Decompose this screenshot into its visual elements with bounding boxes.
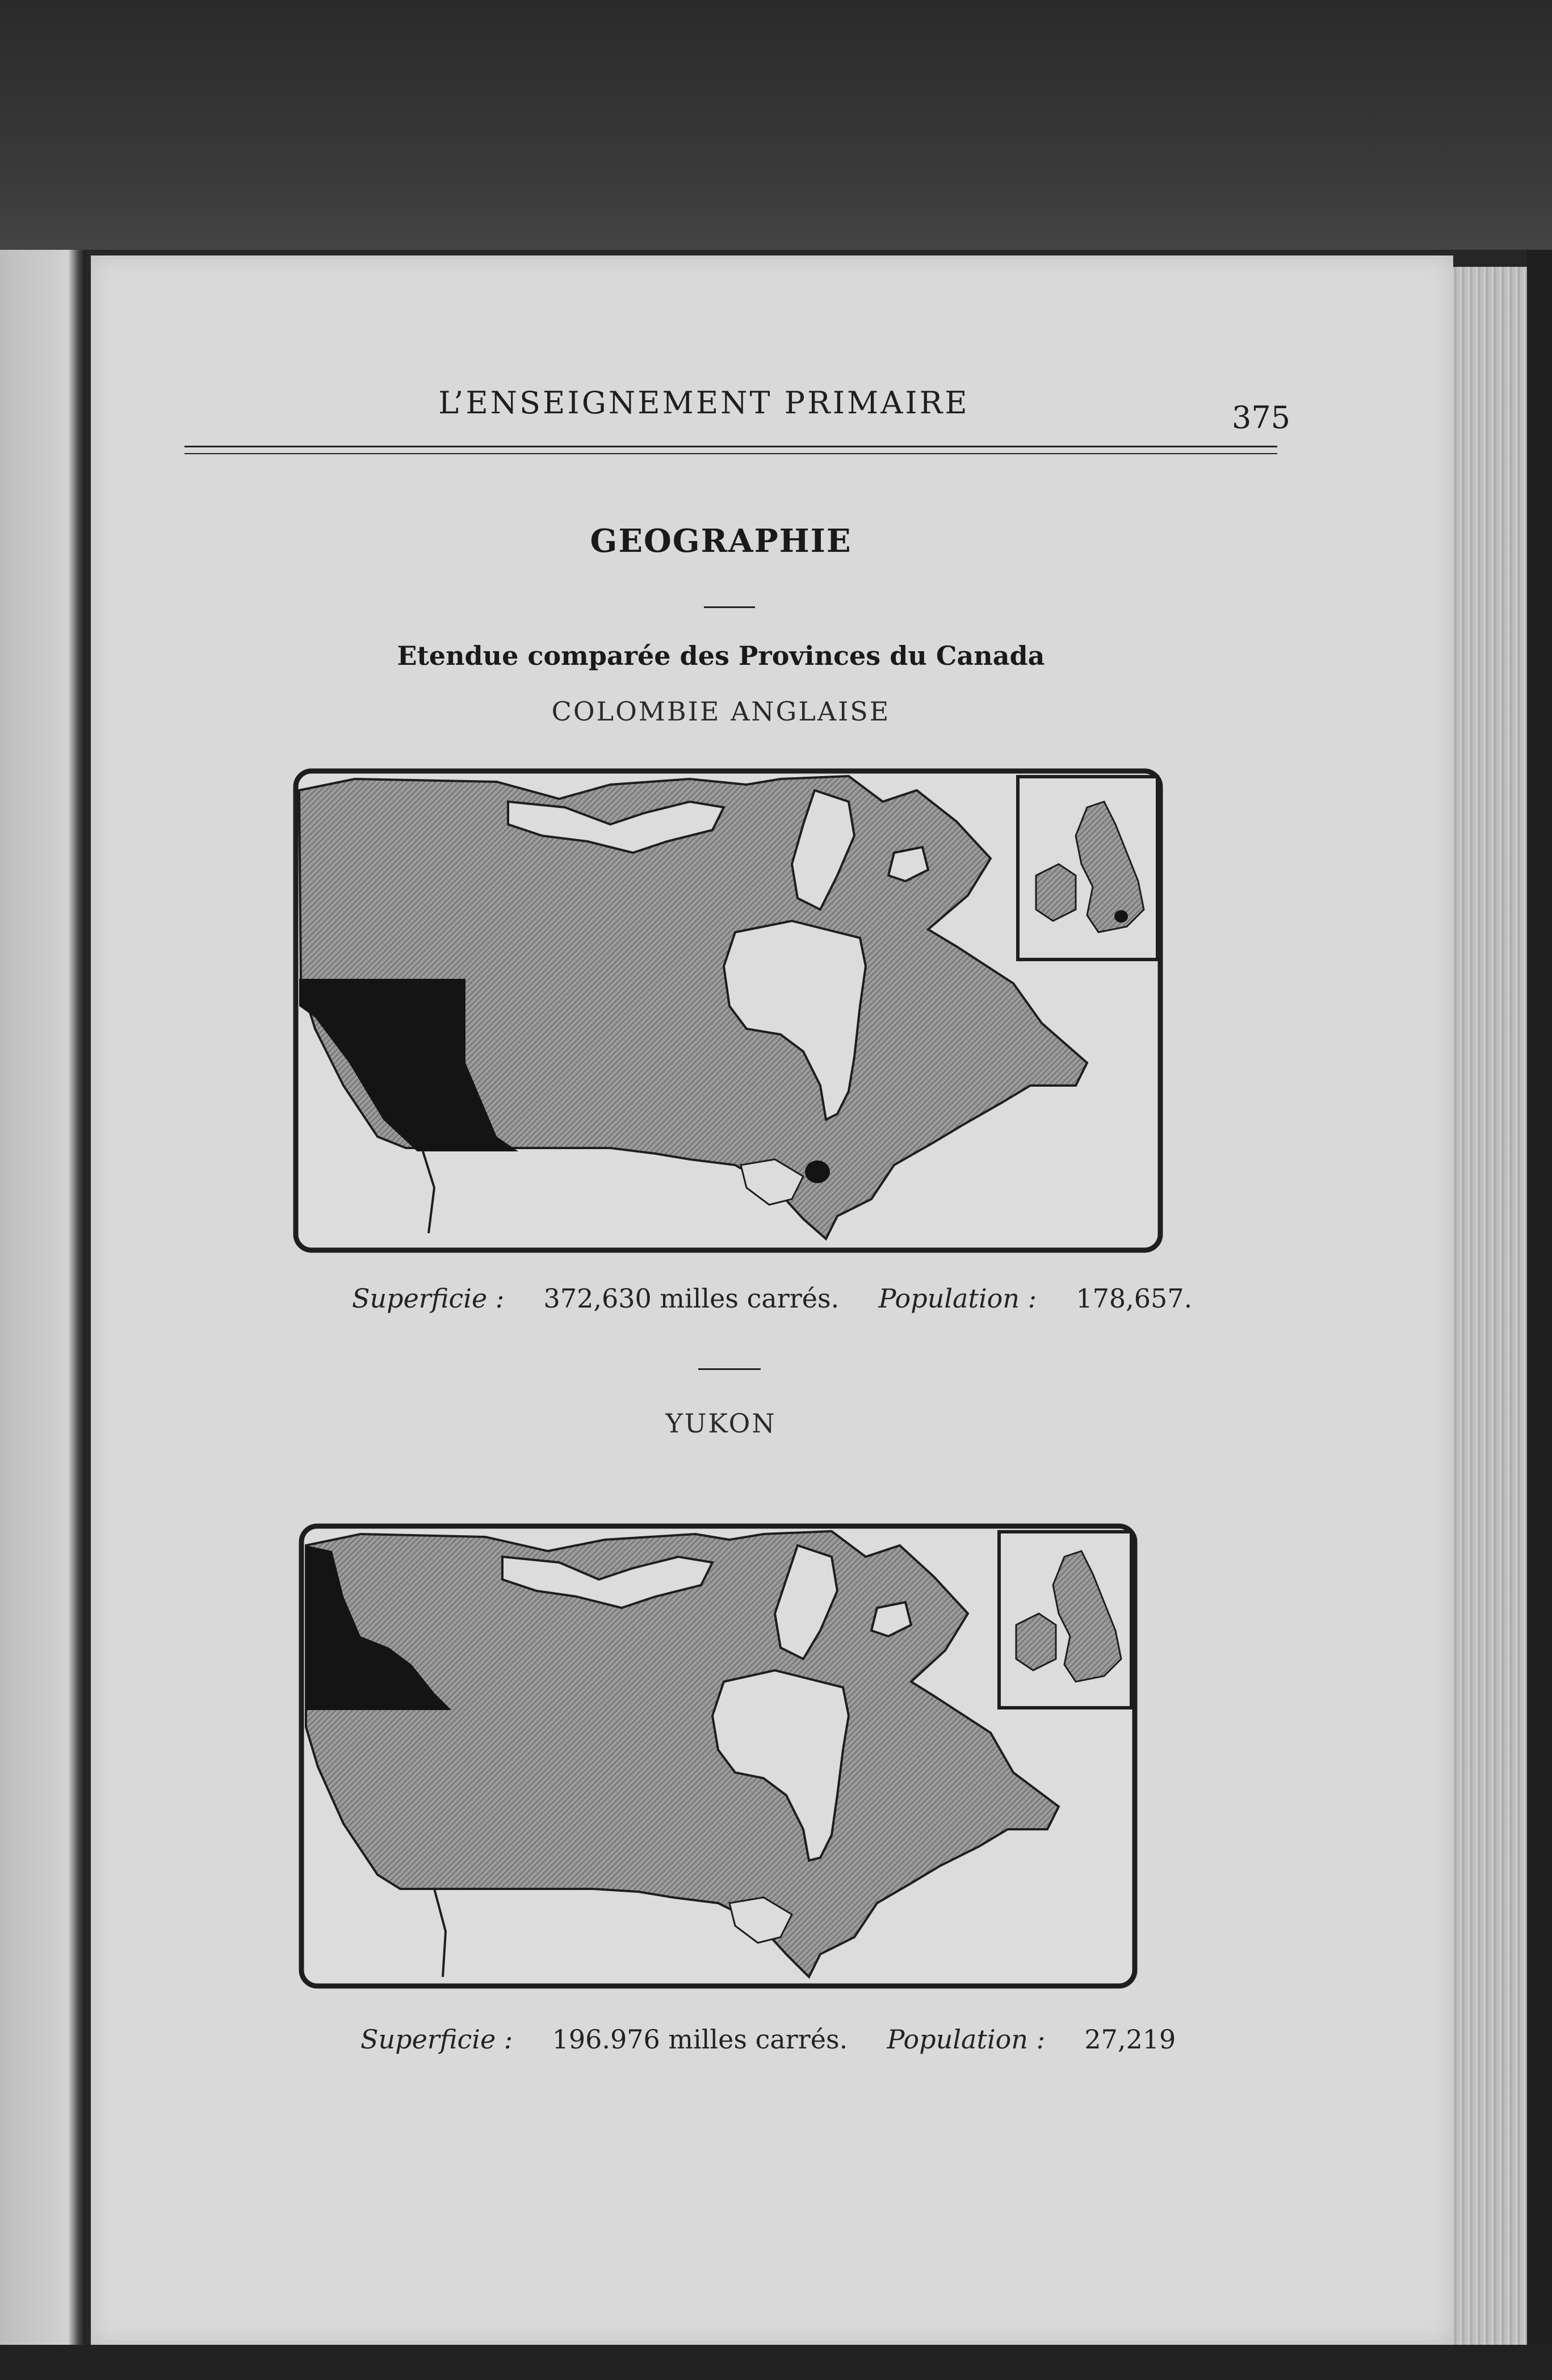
- area-label: Superficie :: [352, 1283, 505, 1314]
- page-number: 375: [1232, 400, 1291, 435]
- population-label: Population :: [887, 2024, 1046, 2055]
- title-divider: [704, 606, 755, 608]
- population-value: 27,219: [1084, 2024, 1176, 2055]
- scan-background-bottom: [0, 2345, 1552, 2380]
- page-subtitle: Etendue comparée des Provinces du Canada: [397, 640, 1045, 671]
- canada-map-colombie-anglaise: [292, 768, 1164, 1254]
- facing-page-edge: [0, 250, 85, 2350]
- ireland-inset: [1036, 864, 1076, 921]
- area-value: 196.976 milles carrés.: [552, 2024, 848, 2055]
- london-marker: [1114, 910, 1128, 923]
- canada-map-yukon: [298, 1523, 1138, 1989]
- area-value: 372,630 milles carrés.: [543, 1283, 840, 1314]
- map-title-colombie: COLOMBIE ANGLAISE: [551, 696, 891, 727]
- section-title: GEOGRAPHIE: [590, 522, 852, 560]
- population-value: 178,657.: [1076, 1283, 1193, 1314]
- map-divider: [698, 1368, 761, 1370]
- map-title-yukon: YUKON: [665, 1408, 777, 1439]
- population-label: Population :: [878, 1283, 1037, 1314]
- running-head-text: L’ENSEIGNEMENT PRIMAIRE: [438, 385, 970, 421]
- ireland-inset: [1016, 1614, 1056, 1670]
- caption-colombie: [352, 1283, 1192, 1314]
- area-label: Superficie :: [360, 2024, 513, 2055]
- caption-yukon: [360, 2024, 1176, 2055]
- scan-background-right: [1527, 250, 1552, 2350]
- ottawa-marker: [805, 1160, 830, 1183]
- header-rule: [184, 446, 1277, 454]
- scan-background-top: [0, 0, 1552, 250]
